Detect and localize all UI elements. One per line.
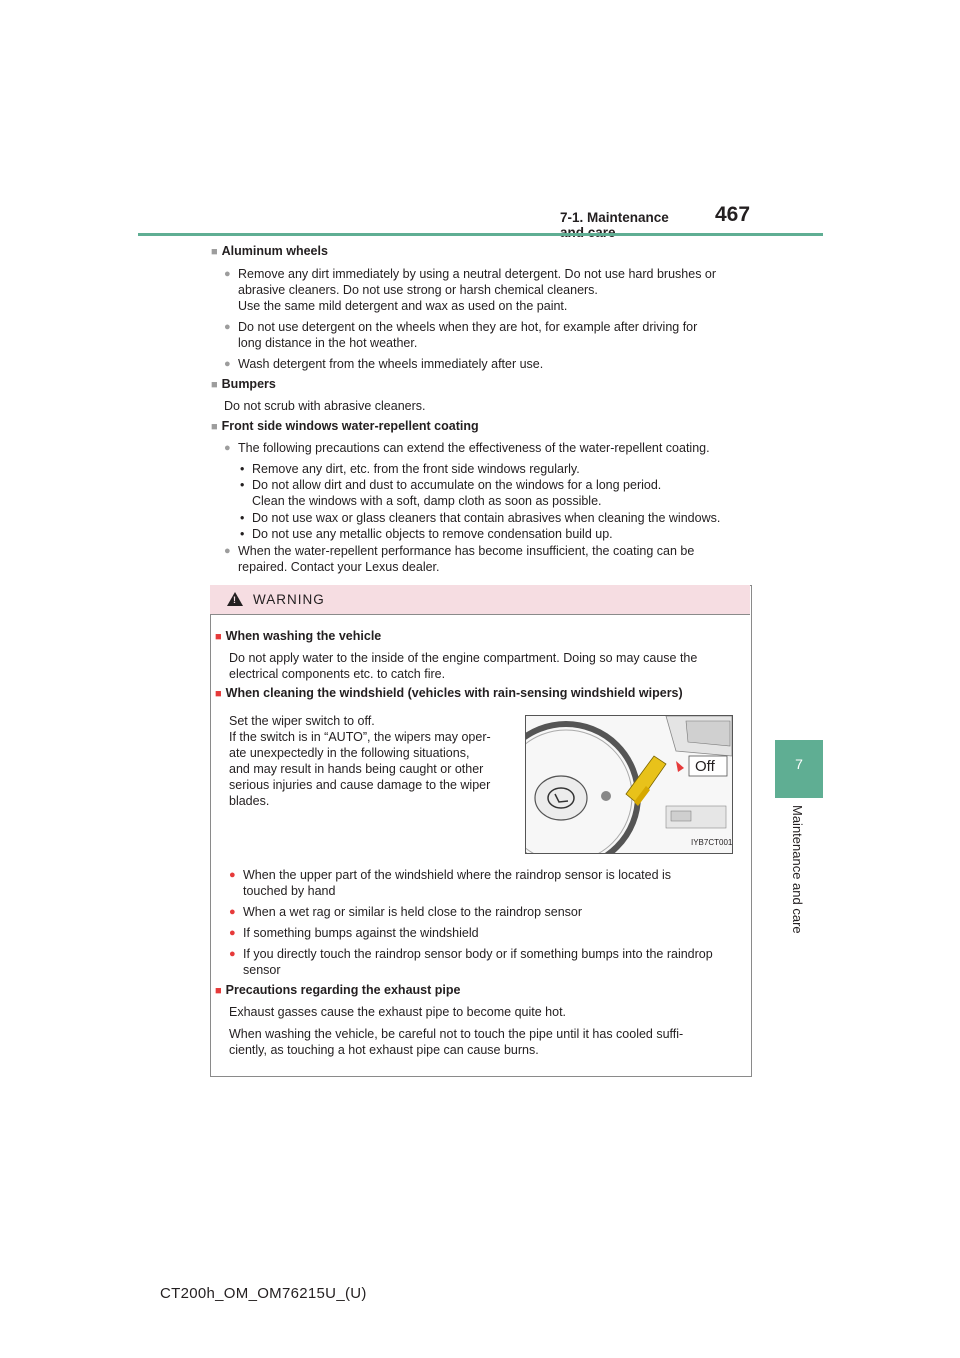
front-windows-heading: ■ Front side windows water-repellent coating: [211, 419, 479, 433]
aluminum-wheels-heading: ■ Aluminum wheels: [211, 244, 328, 258]
section-title: 7-1. Maintenance: [560, 210, 669, 225]
bumpers-text: Do not scrub with abrasive cleaners.: [224, 399, 426, 413]
warning-condition-3: ● If something bumps against the windshield: [243, 925, 743, 941]
aluminum-bullet-3: ● Wash detergent from the wheels immediately after use.: [238, 356, 750, 372]
aluminum-bullet-2: ● Do not use detergent on the wheels when they are hot, for example after driving for long distance in the hot weather.: [238, 319, 750, 351]
warning-triangle-icon: !: [227, 592, 243, 606]
off-label: Off: [695, 758, 715, 775]
steering-wheel-drawing: [526, 716, 732, 853]
illustration-code: IYB7CT001: [691, 838, 733, 847]
warning-washing-text: Do not apply water to the inside of the engine compartment. Doing so may cause the electrical components etc. to catch fire.: [229, 651, 698, 681]
warning-condition-1: ● When the upper part of the windshield where the raindrop sensor is located is touched by hand: [243, 867, 743, 899]
chapter-tab: 7: [775, 740, 823, 798]
header-rule: [138, 233, 823, 236]
wiper-switch-illustration: [525, 715, 733, 854]
page-number: 467: [715, 203, 751, 226]
front-windows-bullet-2: ● When the water-repellent performance has become insufficient, the coating can be repaired. Contact your Lexus dealer.: [238, 543, 750, 575]
warning-exhaust-text-2: When washing the vehicle, be careful not to touch the pipe until it has cooled suffi- ciently, as touching a hot exhaust pipe can cause burns.: [229, 1027, 684, 1057]
front-windows-dot-1: • Remove any dirt, etc. from the front side windows regularly.: [252, 461, 580, 477]
bumpers-heading: ■ Bumpers: [211, 377, 276, 391]
warning-washing-heading: ■ When washing the vehicle: [215, 629, 381, 643]
warning-condition-4: ● If you directly touch the raindrop sensor body or if something bumps into the raindrop sensor: [243, 946, 743, 978]
document-code: CT200h_OM_OM76215U_(U): [160, 1285, 367, 1302]
warning-condition-2: ● When a wet rag or similar is held close to the raindrop sensor: [243, 904, 743, 920]
warning-exhaust-heading: ■ Precautions regarding the exhaust pipe: [215, 983, 460, 997]
front-windows-dot-3: • Do not use wax or glass cleaners that contain abrasives when cleaning the windows.: [252, 510, 720, 526]
chapter-label: Maintenance and care: [790, 805, 805, 934]
warning-windshield-heading: ■ When cleaning the windshield (vehicles with rain-sensing windshield wipers): [215, 686, 683, 700]
warning-label: WARNING: [253, 592, 325, 607]
front-windows-dot-4: • Do not use any metallic objects to remove condensation build up.: [252, 526, 613, 542]
front-windows-dot-2: • Do not allow dirt and dust to accumulate on the windows for a long period. Clean the windows with a soft, damp cloth as soon as possible.: [252, 477, 661, 509]
aluminum-bullet-1: ● Remove any dirt immediately by using a neutral detergent. Do not use hard brushes or abrasive cleaners. Do not use strong or harsh chemical cleaners. Use the same mild detergent and wax as used on the paint.: [238, 266, 750, 314]
warning-windshield-text: Set the wiper switch to off. If the switch is in “AUTO”, the wipers may oper- ate unexpectedly in the following situations, and may result in hands being caught or other serious injuries and cause damage to the wiper blades.: [229, 714, 491, 808]
warning-exhaust-text-1: Exhaust gasses cause the exhaust pipe to become quite hot.: [229, 1005, 567, 1019]
front-windows-bullet-1: ● The following precautions can extend the effectiveness of the water-repellent coating.: [238, 440, 750, 456]
